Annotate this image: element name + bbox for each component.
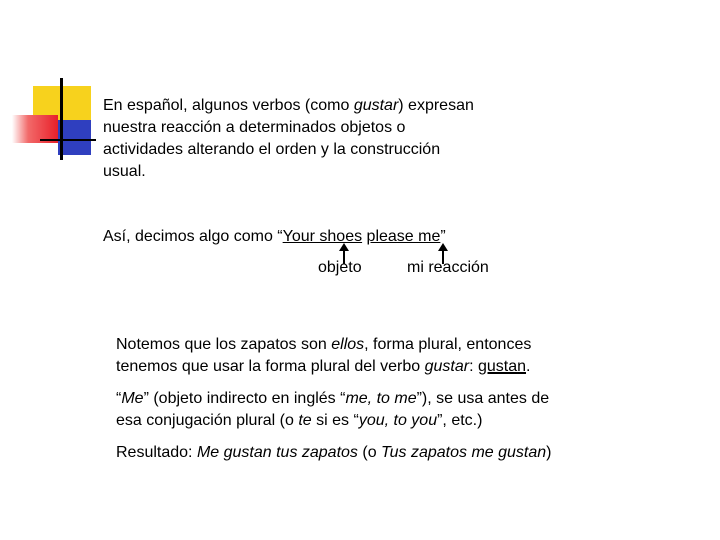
text: tenemos que usar la forma plural del verbo <box>116 358 425 375</box>
result-paragraph <box>116 442 552 464</box>
text: si es “ <box>311 412 359 429</box>
intro-line-1 <box>103 95 474 117</box>
text: “ <box>116 390 122 407</box>
text: . <box>526 358 531 375</box>
indirect-line-1 <box>116 388 549 410</box>
phrase-please-me: please me <box>366 228 441 245</box>
intro-line-4: usual. <box>103 163 146 180</box>
text: (o <box>357 444 382 461</box>
decor-horizontal-line <box>40 139 96 141</box>
text: ”), se usa antes de <box>416 390 550 407</box>
emphasis-me-to-me: me, to me <box>345 390 417 407</box>
emphasis-te: te <box>298 412 312 429</box>
text: Así, decimos algo como “ <box>103 228 283 245</box>
emphasis-gustar: gustar <box>424 358 470 375</box>
indirect-line-2 <box>116 410 549 432</box>
emphasis-result: Me gustan tus zapatos <box>196 444 358 461</box>
emphasis-you-to-you: you, to you <box>358 412 438 429</box>
text: ” (objeto indirecto en inglés “ <box>143 390 346 407</box>
example-sentence <box>103 226 446 248</box>
text: Notemos que los zapatos son <box>116 336 332 353</box>
intro-paragraph <box>103 95 474 183</box>
intro-line-3: actividades alterando el orden y la construcción <box>103 141 441 158</box>
decor-vertical-line <box>60 78 63 160</box>
plural-line-1 <box>116 334 531 356</box>
plural-line-2 <box>116 356 531 378</box>
text: , forma plural, entonces <box>364 336 532 353</box>
plural-paragraph <box>116 334 531 378</box>
emphasis-ellos: ellos <box>331 336 365 353</box>
emphasis-gustar: gustar <box>353 97 399 114</box>
text: : <box>469 358 478 375</box>
label-reaccion: mi reacción <box>407 259 489 276</box>
intro-line-2: nuestra reacción a determinados objetos o <box>103 119 406 136</box>
label-objeto: objeto <box>318 259 362 276</box>
text: ) expresan <box>398 97 474 114</box>
emphasis-alt-result: Tus zapatos me gustan <box>381 444 547 461</box>
text: ” <box>440 228 446 245</box>
text: esa conjugación plural (o <box>116 412 299 429</box>
emphasis-gustan: gustan <box>477 358 527 375</box>
indirect-object-paragraph <box>116 388 549 432</box>
text: ) <box>546 444 552 461</box>
emphasis-me: Me <box>121 390 144 407</box>
text: Resultado: <box>116 444 197 461</box>
text: ”, etc.) <box>437 412 483 429</box>
text: En español, algunos verbos (como <box>103 97 354 114</box>
phrase-your-shoes: Your shoes <box>282 228 363 245</box>
